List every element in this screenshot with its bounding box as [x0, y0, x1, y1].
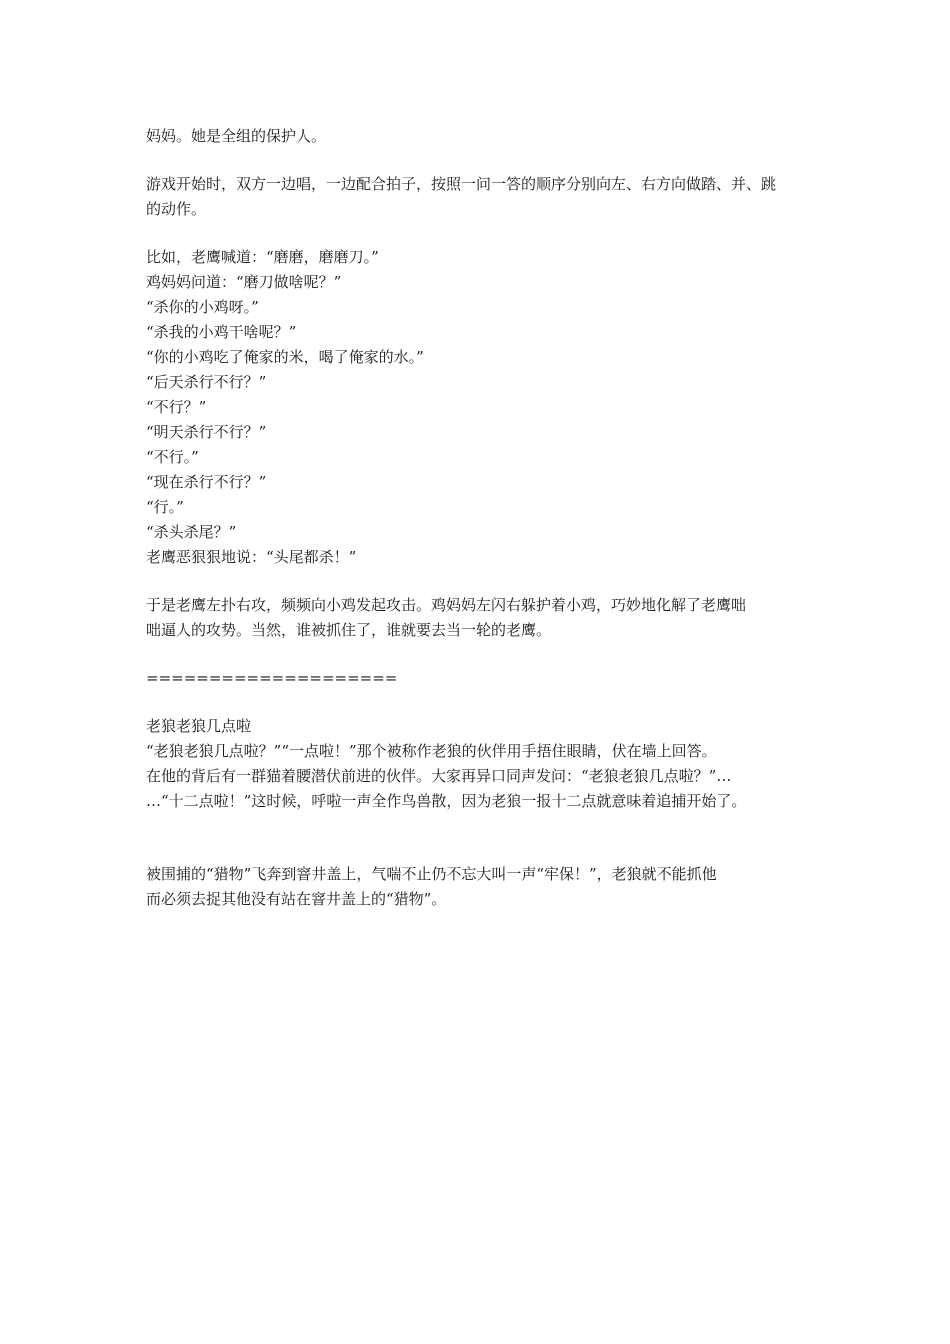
- dialogue-line: “杀你的小鸡呀。”: [146, 298, 259, 316]
- ending-paragraph: [146, 862, 826, 912]
- intro-line: 妈妈。她是全组的保护人。: [146, 127, 327, 145]
- dialogue-line: “杀我的小鸡干啥呢？”: [146, 323, 297, 341]
- rules-line: 游戏开始时，双方一边唱，一边配合拍子，按照一问一答的顺序分别向左、右方向做踏、并、跳: [146, 175, 777, 193]
- attack-paragraph: [146, 593, 826, 643]
- dialogue-line: “不行。”: [146, 448, 199, 466]
- wolf-line: …“十二点啦！”这时候，呼啦一声全作鸟兽散，因为老狼一报十二点就意味着追捕开始了。: [146, 792, 747, 810]
- ending-line: 而必须去捉其他没有站在窨井盖上的“猎物”。: [146, 890, 447, 908]
- dialogue-line: “行。”: [146, 498, 184, 516]
- dialogue-line: “现在杀行不行？”: [146, 473, 267, 491]
- ending-line: 被围捕的“猎物”飞奔到窨井盖上，气喘不止仍不忘大叫一声“牢保！”，老狼就不能抓他: [146, 865, 717, 883]
- rules-paragraph: [146, 172, 826, 222]
- attack-line: 于是老鹰左扑右攻，频频向小鸡发起攻击。鸡妈妈左闪右躲护着小鸡，巧妙地化解了老鹰咄: [146, 596, 747, 614]
- paragraph-gap: [146, 643, 826, 666]
- paragraph-gap: [146, 570, 826, 593]
- rules-line: 的动作。: [146, 200, 207, 218]
- dialogue-line: 鸡妈妈问道：“磨刀做啥呢？”: [146, 273, 342, 291]
- dialogue-line: 比如，老鹰喊道：“磨磨，磨磨刀。”: [146, 248, 379, 266]
- section-title: 老狼老狼几点啦: [146, 717, 252, 735]
- dialogue-line: “明天杀行不行？”: [146, 423, 267, 441]
- document-page: [146, 124, 826, 912]
- dialogue-line: “杀头杀尾？”: [146, 523, 237, 541]
- paragraph-gap: [146, 814, 826, 862]
- paragraph-gap: [146, 149, 826, 172]
- dialogue-line: “不行？”: [146, 398, 207, 416]
- separator-line: ====================: [146, 669, 398, 687]
- paragraph-gap: [146, 222, 826, 245]
- dialogue-block: [146, 245, 826, 570]
- dialogue-line: “你的小鸡吃了俺家的米，喝了俺家的水。”: [146, 348, 424, 366]
- wolf-line: 在他的背后有一群猫着腰潜伏前进的伙伴。大家再异口同声发问：“老狼老狼几点啦？”…: [146, 767, 732, 785]
- wolf-line: “老狼老狼几点啦？”“一点啦！”那个被称作老狼的伙伴用手捂住眼睛，伏在墙上回答。: [146, 742, 717, 760]
- paragraph-gap: [146, 691, 826, 714]
- wolf-paragraph: [146, 739, 826, 814]
- dialogue-line: “后天杀行不行？”: [146, 373, 267, 391]
- dialogue-line: 老鹰恶狠狠地说：“头尾都杀！”: [146, 548, 357, 566]
- attack-line: 咄逼人的攻势。当然，谁被抓住了，谁就要去当一轮的老鹰。: [146, 621, 552, 639]
